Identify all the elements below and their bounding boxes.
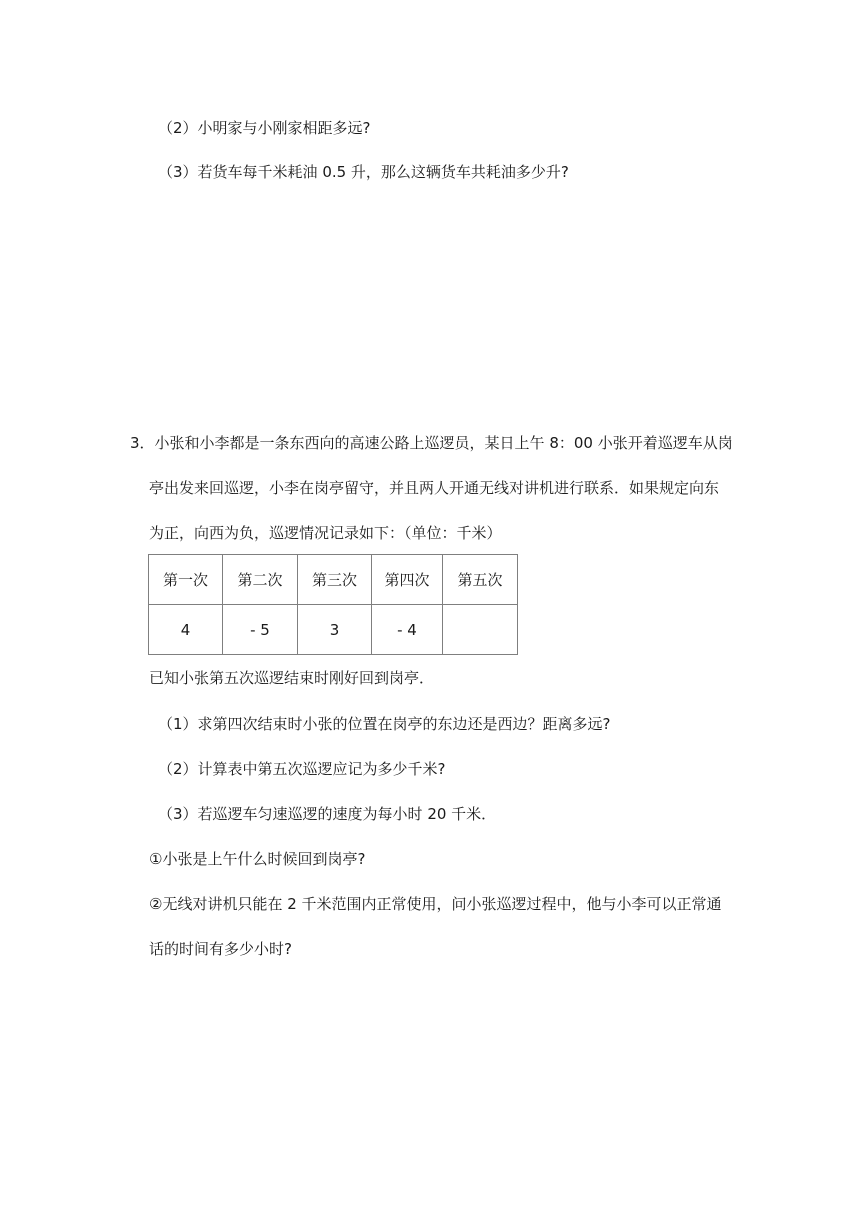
header-cell-5: 第五次 (443, 555, 518, 605)
header-cell-1: 第一次 (149, 555, 223, 605)
header-cell-2: 第二次 (223, 555, 298, 605)
value-cell-2: - 5 (223, 605, 298, 655)
question-3-intro-line-1: 3．小张和小李都是一条东西向的高速公路上巡逻员，某日上午 8：00 小张开着巡逻车从岗 (130, 434, 733, 452)
header-cell-4: 第四次 (372, 555, 443, 605)
value-cell-5 (443, 605, 518, 655)
question-3-intro-line-3: 为正，向西为负，巡逻情况记录如下：（单位：千米） (149, 524, 502, 542)
value-cell-1: 4 (149, 605, 223, 655)
question-3-part-2: （2）计算表中第五次巡逻应记为多少千米? (158, 760, 446, 778)
patrol-record-table (148, 554, 518, 655)
question-3-part-3: （3）若巡逻车匀速巡逻的速度为每小时 20 千米． (158, 805, 497, 823)
question-3-intro-line-2: 亭出发来回巡逻，小李在岗亭留守，并且两人开通无线对讲机进行联系．如果规定向东 (149, 479, 720, 497)
question-3-sub-2-line-1: ②无线对讲机只能在 2 千米范围内正常使用，问小张巡逻过程中，他与小李可以正常通 (149, 895, 722, 913)
question-2-part-3: （3）若货车每千米耗油 0.5 升，那么这辆货车共耗油多少升? (158, 163, 569, 181)
question-3-known-condition: 已知小张第五次巡逻结束时刚好回到岗亭． (149, 669, 435, 687)
header-cell-3: 第三次 (298, 555, 372, 605)
question-2-part-2: （2）小明家与小刚家相距多远? (158, 119, 371, 137)
question-3-sub-1: ①小张是上午什么时候回到岗亭? (149, 850, 366, 868)
value-cell-3: 3 (298, 605, 372, 655)
table-header-row (149, 555, 518, 605)
value-cell-4: - 4 (372, 605, 443, 655)
table-value-row (149, 605, 518, 655)
question-3-part-1: （1）求第四次结束时小张的位置在岗亭的东边还是西边？距离多远? (158, 715, 611, 733)
question-3-sub-2-line-2: 话的时间有多少小时? (149, 940, 292, 958)
